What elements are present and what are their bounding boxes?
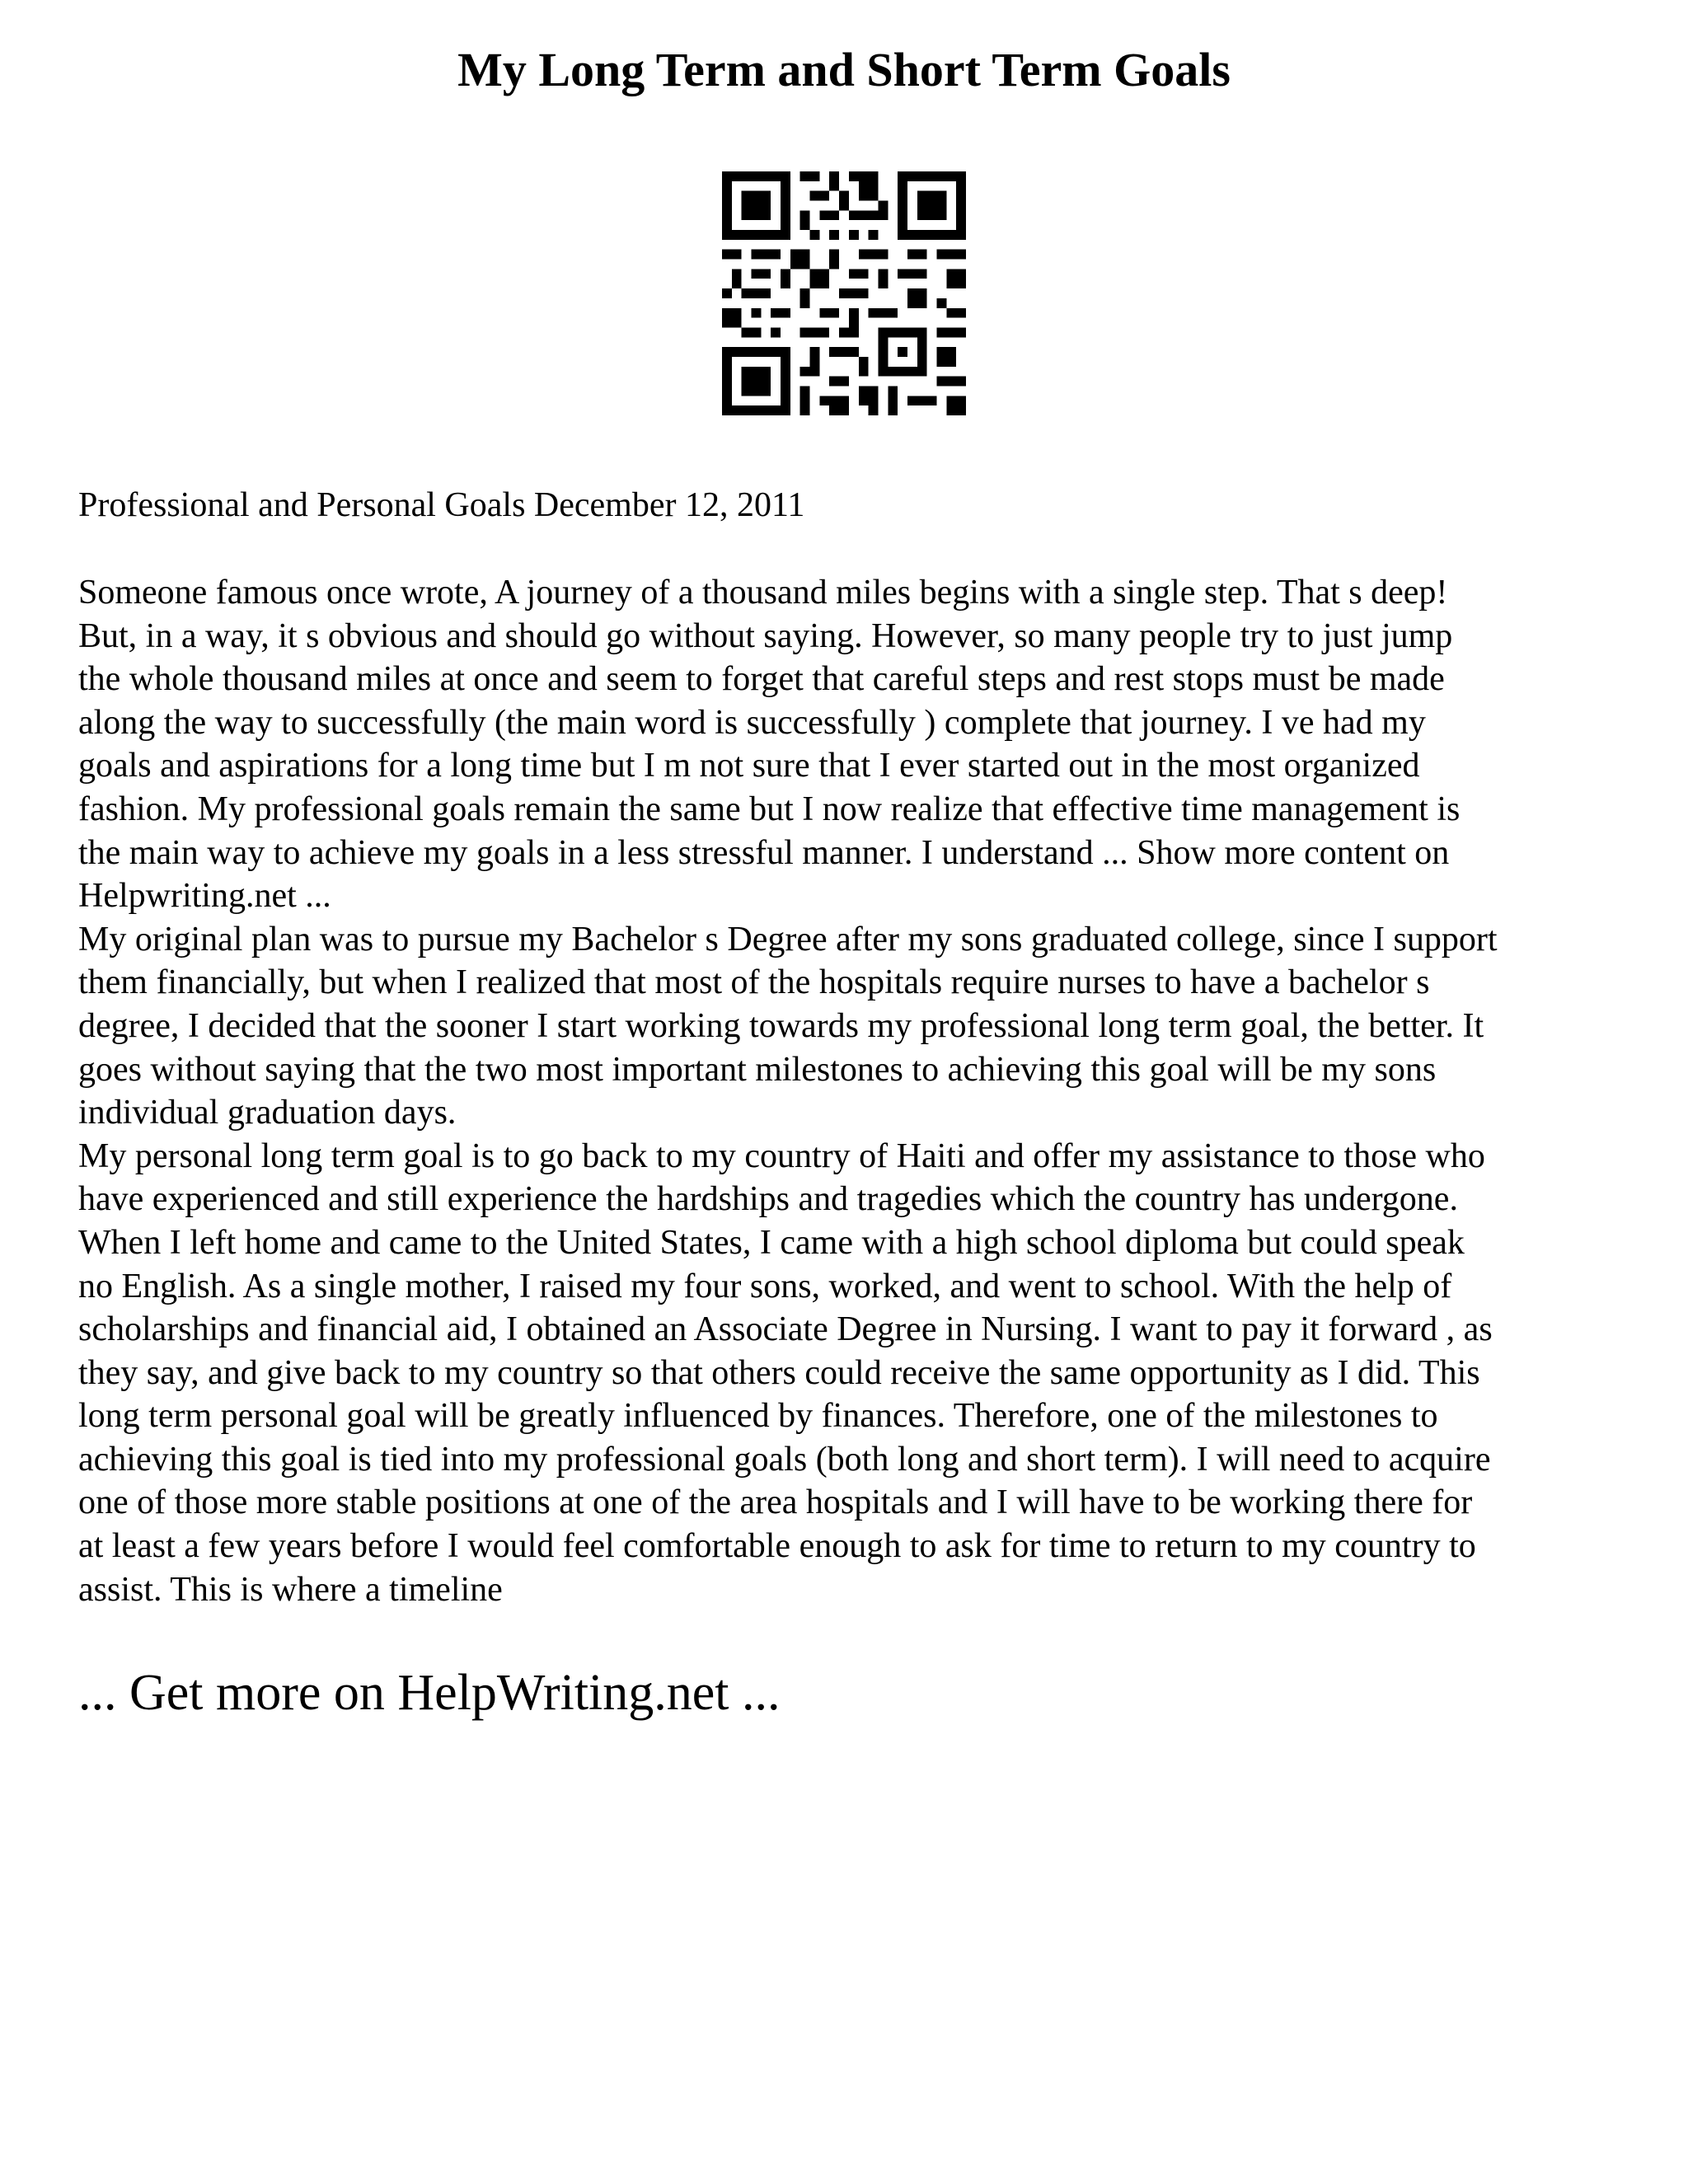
text-line: Helpwriting.net ... xyxy=(78,877,331,916)
text-line: long term personal goal will be greatly influenced by finances. Therefore, one of the milestones to xyxy=(78,1397,1438,1436)
text-line: they say, and give back to my country so that others could receive the same opportunity as I did. This xyxy=(78,1353,1480,1392)
text-line: My original plan was to pursue my Bachelor s Degree after my sons graduated college, since I support xyxy=(78,920,1498,958)
text-line: goals and aspirations for a long time but I m not sure that I ever started out in the most organized xyxy=(78,747,1420,785)
paragraph xyxy=(78,571,1644,918)
text-line: the main way to achieve my goals in a less stressful manner. I understand ... Show more content on xyxy=(78,833,1450,872)
text-line: My personal long term goal is to go back to my country of Haiti and offer my assistance to those who xyxy=(78,1137,1485,1175)
text-line: degree, I decided that the sooner I start working towards my professional long term goal, the better. It xyxy=(78,1006,1484,1045)
text-line: one of those more stable positions at one of the area hospitals and I will have to be working there for xyxy=(78,1483,1473,1522)
text-line: fashion. My professional goals remain the same but I now realize that effective time management is xyxy=(78,790,1461,828)
paragraph xyxy=(78,1135,1644,1612)
text-line: at least a few years before I would feel comfortable enough to ask for time to return to my country to xyxy=(78,1527,1476,1566)
paragraph xyxy=(78,918,1644,1135)
text-line: have experienced and still experience the hardships and tragedies which the country has undergone. xyxy=(78,1180,1458,1219)
text-line: no English. As a single mother, I raised my four sons, worked, and went to school. With the help of xyxy=(78,1267,1452,1305)
page-title: My Long Term and Short Term Goals xyxy=(457,43,1231,96)
text-line: goes without saying that the two most important milestones to achieving this goal will be my sons xyxy=(78,1050,1437,1089)
text-line: individual graduation days. xyxy=(78,1094,457,1132)
text-line: achieving this goal is tied into my professional goals (both long and short term). I will need to acquire xyxy=(78,1440,1491,1479)
qr-code-icon xyxy=(722,171,966,415)
text-line: along the way to successfully (the main word is successfully ) complete that journey. I ve had my xyxy=(78,703,1426,742)
get-more-link[interactable]: ... Get more on HelpWriting.net ... xyxy=(78,1665,781,1721)
text-line: them financially, but when I realized that most of the hospitals require nurses to have a bachelor s xyxy=(78,963,1430,1002)
article-body xyxy=(78,571,1644,1611)
text-line: the whole thousand miles at once and seem to forget that careful steps and rest stops must be made xyxy=(78,660,1445,699)
text-line: But, in a way, it s obvious and should go without saying. However, so many people try to just jump xyxy=(78,616,1453,655)
text-line: scholarships and financial aid, I obtained an Associate Degree in Nursing. I want to pay it forward , as xyxy=(78,1310,1493,1349)
text-line: assist. This is where a timeline xyxy=(78,1570,503,1609)
text-line: When I left home and came to the United States, I came with a high school diploma but could speak xyxy=(78,1223,1465,1262)
text-line: Someone famous once wrote, A journey of a thousand miles begins with a single step. That s deep! xyxy=(78,574,1448,612)
document-subtitle: Professional and Personal Goals December 12, 2011 xyxy=(78,486,805,524)
